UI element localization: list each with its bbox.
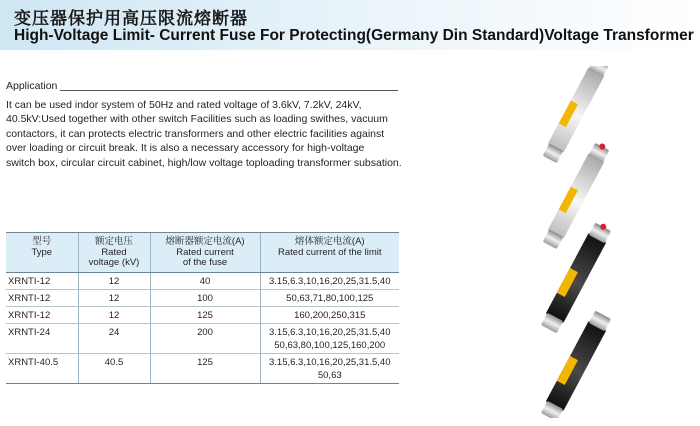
page-title-chinese: 变压器保护用高压限流熔断器 [14, 9, 248, 28]
fuse-photo [510, 66, 642, 418]
header-voltage: 额定电压 Rated voltage (kV) [78, 233, 150, 273]
table-row [6, 306, 399, 323]
application-heading: Application [6, 80, 58, 92]
table-row [6, 353, 399, 383]
cell-fuse-current: 200 [150, 323, 260, 353]
application-line: contactors, it can protects electric transformers and other electric facilities against [6, 127, 385, 140]
cell-type: XRNTI-12 [6, 289, 78, 306]
cell-type: XRNTI-40.5 [6, 353, 78, 383]
application-line: switch box, circular circuit cabinet, high/low voltage toploading transformer subsation. [6, 156, 402, 169]
application-line: 40.5kV:Used together with other switch Facilities such as loading swithes, vacuum [6, 113, 388, 126]
cell-voltage: 24 [78, 323, 150, 353]
header-fuse-current: 熔断器额定电流(A) Rated current of the fuse [150, 233, 260, 273]
application-line: It can be used indor system of 50Hz and rated voltage of 3.6kV, 7.2kV, 24kV, [6, 99, 362, 111]
application-text [6, 98, 406, 170]
cell-voltage: 12 [78, 272, 150, 289]
page-title-english: High-Voltage Limit- Current Fuse For Protecting(Germany Din Standard)Voltage Transformer [14, 27, 694, 44]
table-header-row [6, 233, 399, 273]
cell-limit-current: 3.15,6.3,10,16,20,25,31.5,40 50,63 [260, 353, 399, 383]
table-body [6, 272, 399, 383]
cell-limit-current: 3.15,6.3,10,16,20,25,31.5,40 50,63,80,100,125,160,200 [260, 323, 399, 353]
table-row [6, 323, 399, 353]
cell-fuse-current: 40 [150, 272, 260, 289]
application-line: over loading or circuit break. It is also a necessary accessory for high-voltage [6, 142, 365, 155]
cell-fuse-current: 100 [150, 289, 260, 306]
table-row [6, 289, 399, 306]
cell-fuse-current: 125 [150, 353, 260, 383]
cell-voltage: 12 [78, 306, 150, 323]
header-type: 型号 Type [6, 233, 78, 273]
cell-voltage: 40.5 [78, 353, 150, 383]
cell-limit-current: 50,63,71,80,100,125 [260, 289, 399, 306]
application-rule [60, 90, 398, 91]
cell-type: XRNTI-12 [6, 272, 78, 289]
cell-limit-current: 160,200,250,315 [260, 306, 399, 323]
header-limit-current: 熔体额定电流(A) Rated current of the limit [260, 233, 399, 273]
cell-type: XRNTI-12 [6, 306, 78, 323]
table-row [6, 272, 399, 289]
cell-voltage: 12 [78, 289, 150, 306]
cell-fuse-current: 125 [150, 306, 260, 323]
cell-limit-current: 3.15,6.3,10,16,20,25,31.5,40 [260, 272, 399, 289]
spec-table [6, 232, 399, 384]
cell-type: XRNTI-24 [6, 323, 78, 353]
